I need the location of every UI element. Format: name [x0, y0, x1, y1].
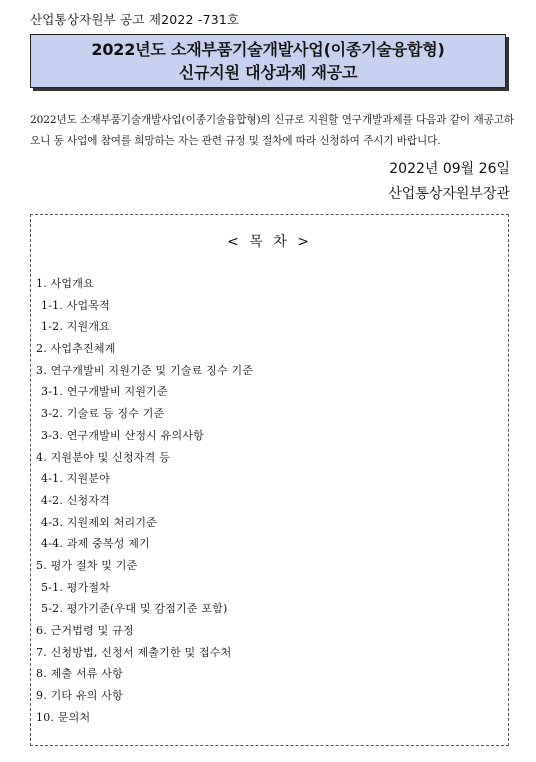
notice-number: 산업통상자원부 공고 제2022 -731호 — [30, 12, 240, 27]
toc-item: 9. 기타 유의 사항 — [36, 689, 123, 703]
intro-paragraph: 2022년도 소재부품기술개발사업(이종기술융합형)의 신규로 지원할 연구개발과제를 다음과 같이 재공고하오니 동 사업에 참여를 희망하는 자는 관련 규정 및 절차에 따라 신청하여 주시기 바랍니다. — [30, 114, 514, 147]
title-line-1: 2022년도 소재부품기술개발사업(이종기술융합형) — [91, 40, 445, 59]
toc-subitem: 3-2. 기술료 등 징수 기준 — [41, 407, 165, 421]
toc-subitem: 3-3. 연구개발비 산정시 유의사항 — [41, 428, 205, 442]
toc-subitem: 4-4. 과제 중복성 제기 — [41, 537, 150, 551]
toc-item: 3. 연구개발비 지원기준 및 기술료 징수 기준 — [36, 363, 254, 377]
toc-item: 10. 문의처 — [36, 710, 91, 724]
toc-item: 4. 지원분야 및 신청자격 등 — [36, 450, 170, 464]
toc-item: 2. 사업추진체계 — [36, 342, 116, 356]
toc-item: 7. 신청방법, 신청서 제출기한 및 접수처 — [36, 645, 232, 659]
title-line-2: 신규지원 대상과제 재공고 — [178, 63, 358, 82]
toc-item: 5. 평가 절차 및 기준 — [36, 558, 138, 572]
toc-heading: < 목 차 > — [227, 234, 312, 250]
table-of-contents — [30, 214, 509, 746]
title-box — [30, 34, 506, 88]
toc-subitem: 5-1. 평가절차 — [41, 580, 111, 594]
toc-subitem: 1-1. 사업목적 — [41, 298, 111, 312]
toc-list — [36, 273, 253, 728]
announcement-date: 2022년 09월 26일 — [389, 161, 510, 177]
toc-subitem: 4-3. 지원제외 처리기준 — [41, 515, 158, 529]
toc-item: 1. 사업개요 — [36, 277, 94, 290]
toc-item: 6. 근거법령 및 규정 — [36, 624, 134, 637]
toc-item: 8. 제출 서류 사항 — [36, 667, 123, 681]
toc-subitem: 4-1. 지원분야 — [41, 472, 111, 486]
issuer: 산업통상자원부장관 — [388, 186, 510, 202]
toc-subitem: 4-2. 신청자격 — [41, 493, 111, 507]
toc-subitem: 5-2. 평가기준(우대 및 감점기준 포함) — [41, 602, 228, 616]
toc-subitem: 1-2. 지원개요 — [41, 320, 111, 334]
toc-subitem: 3-1. 연구개발비 지원기준 — [41, 385, 168, 399]
